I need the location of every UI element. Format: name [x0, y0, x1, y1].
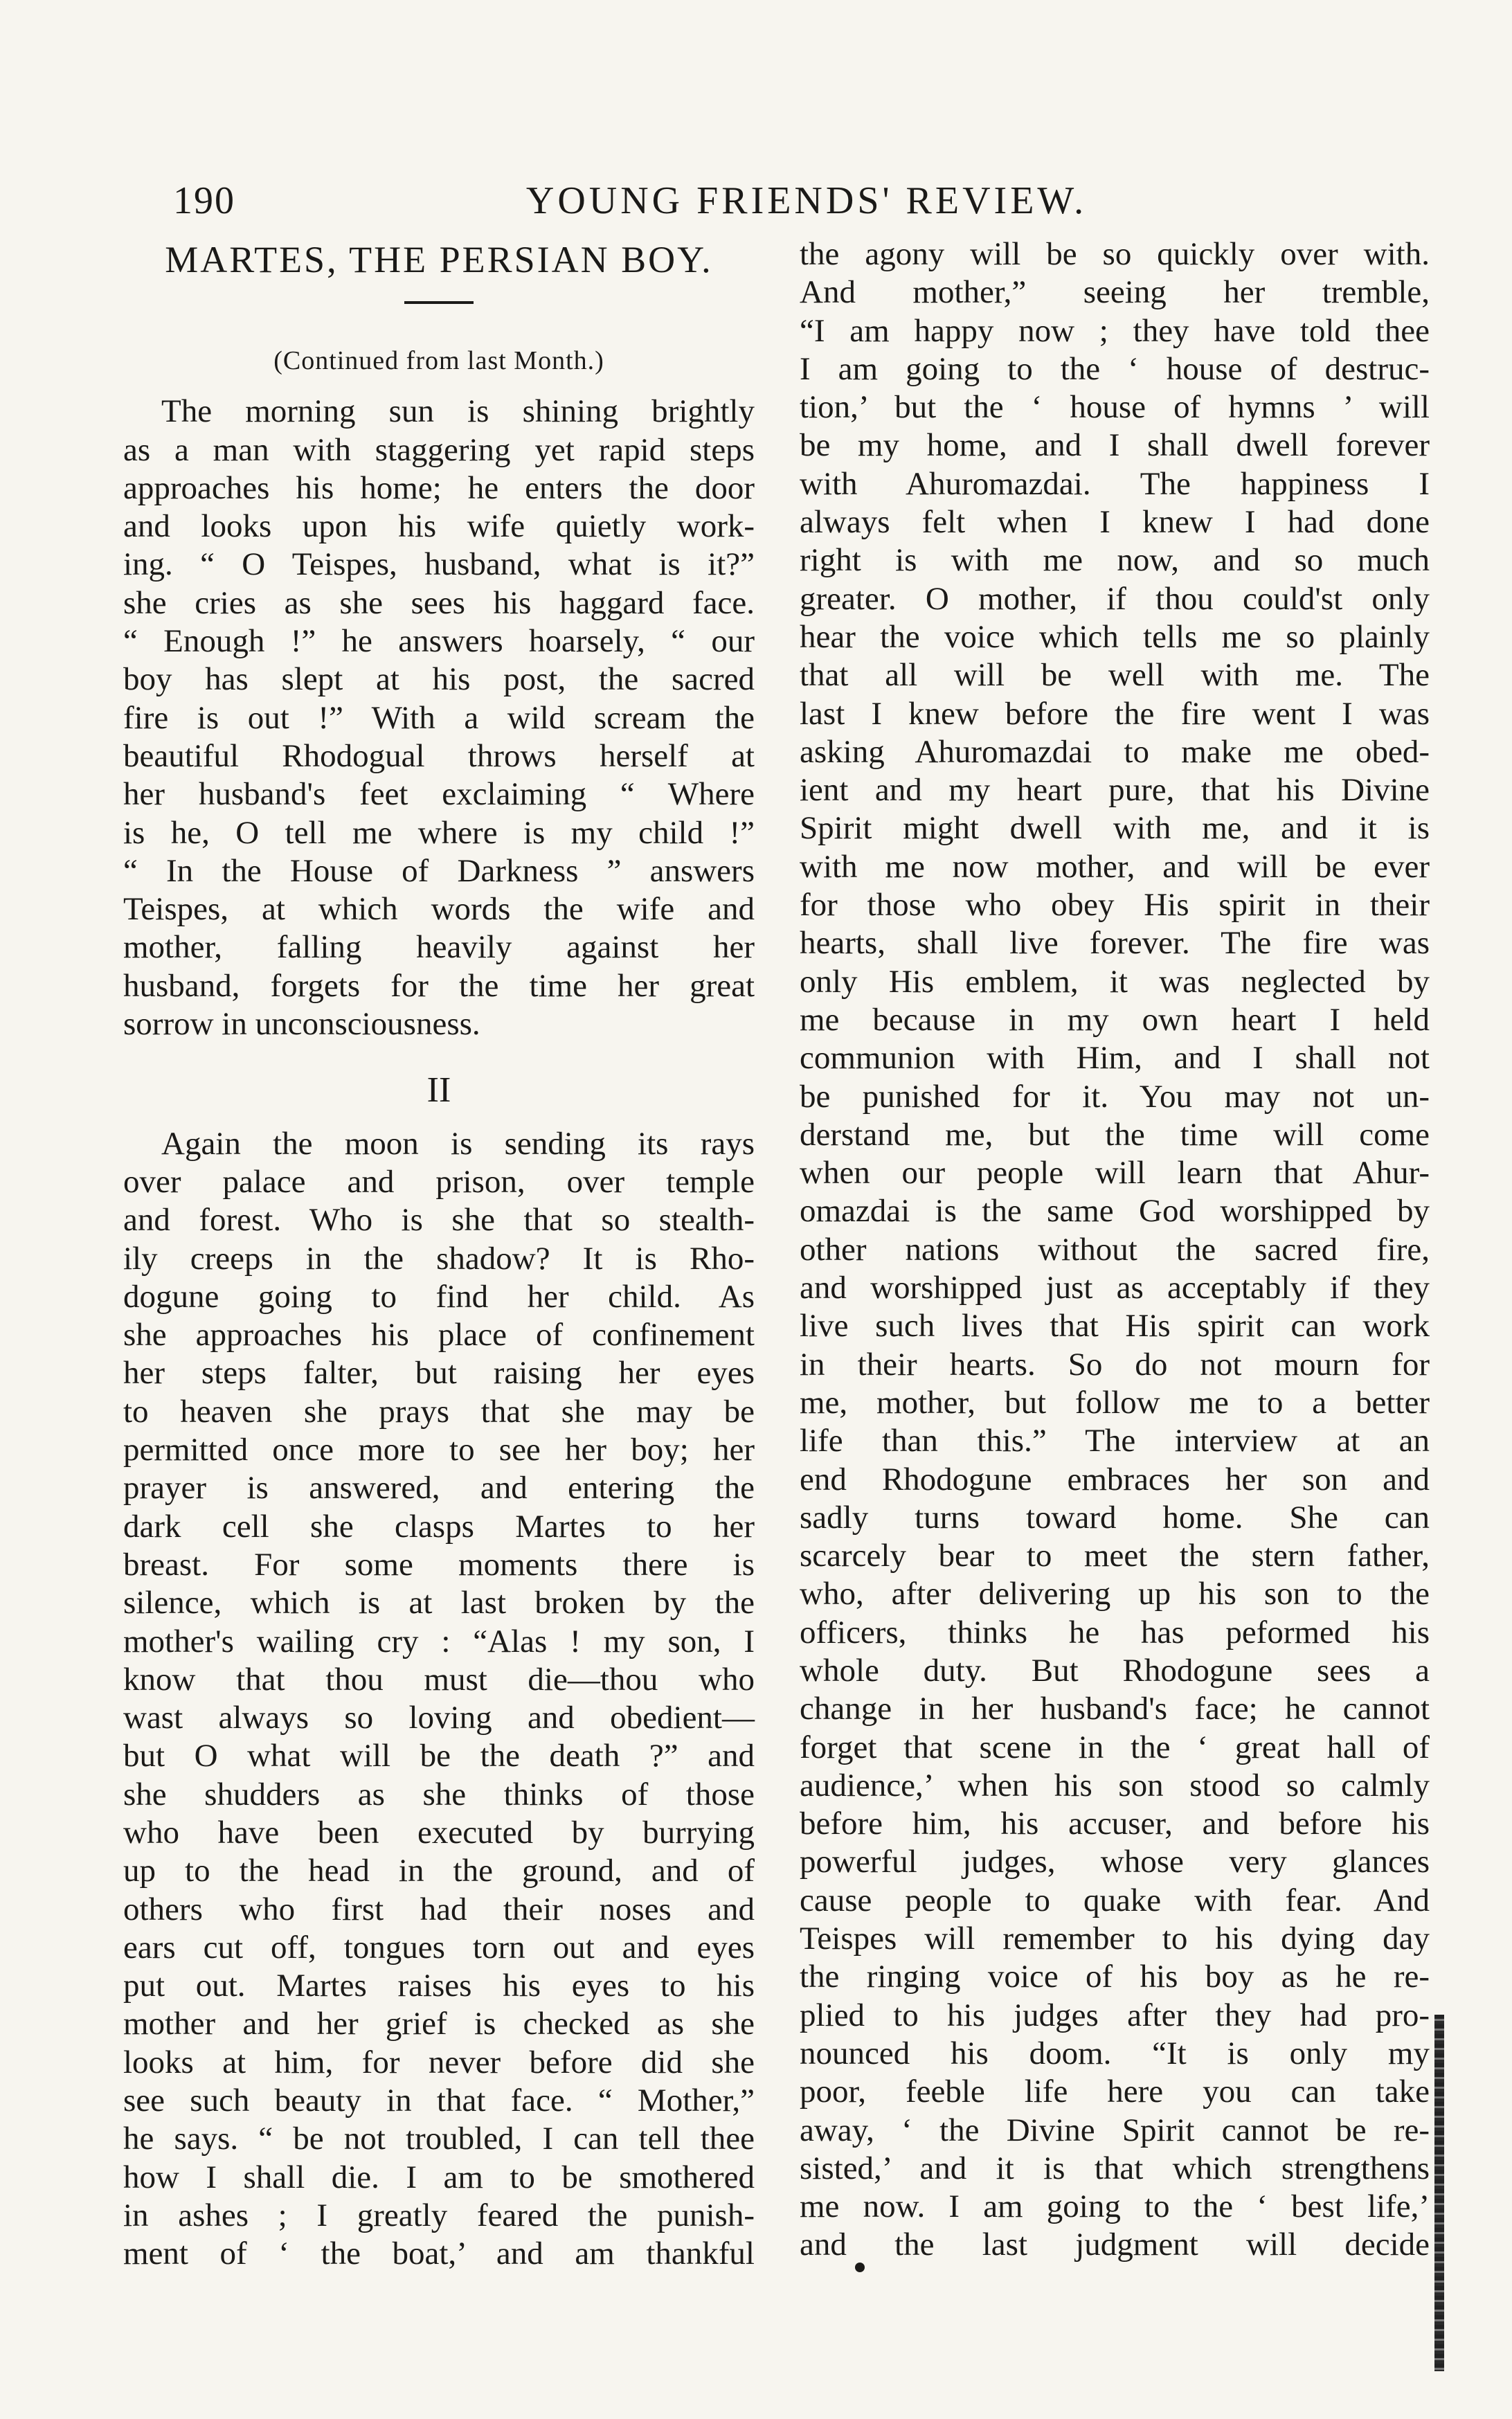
text-line: right is with me now, and so much [800, 542, 1430, 579]
running-title: YOUNG FRIENDS' REVIEW. [525, 179, 1088, 222]
page-number: 190 [173, 179, 235, 222]
text-line: she approaches his place of confinement [123, 1317, 755, 1354]
text-line: looks at him, for never before did she [123, 2044, 755, 2080]
text-line: who have been executed by burrying [123, 1814, 755, 1851]
text-line: mother and her grief is checked as she [123, 2006, 755, 2042]
text-line: last I knew before the fire went I was [800, 695, 1430, 732]
text-line: ment of ‘ the boat,’ and am thankful [123, 2236, 755, 2272]
text-line: that all will be well with me. The [800, 657, 1430, 694]
text-line: as a man with staggering yet rapid steps [123, 431, 755, 468]
text-line: with Ahuromazdai. The happiness I [800, 465, 1430, 502]
text-line: forget that scene in the ‘ great hall of [800, 1729, 1430, 1765]
continued-note: (Continued from last Month.) [273, 346, 604, 375]
text-line: silence, which is at last broken by the [123, 1585, 755, 1621]
text-line: be punished for it. You may not un- [800, 1078, 1430, 1115]
text-line: her husband's feet exclaiming “ Where [123, 776, 755, 813]
text-line: is he, O tell me where is my child !” [123, 814, 755, 851]
text-line: but O what will be the death ?” and [123, 1738, 755, 1774]
text-line: and worshipped just as acceptably if they [800, 1270, 1430, 1306]
text-line: ing. “ O Teispes, husband, what is it?” [123, 546, 755, 583]
text-line: approaches his home; he enters the door [123, 469, 755, 506]
text-line: sorrow in unconsciousness. [123, 1006, 480, 1043]
text-line: plied to his judges after they had pro- [800, 1997, 1430, 2033]
text-line: powerful judges, whose very glances [800, 1844, 1430, 1880]
text-line: husband, forgets for the time her great [123, 967, 755, 1004]
text-line: when our people will learn that Ahur- [800, 1155, 1430, 1191]
text-line: ient and my heart pure, that his Divine [800, 772, 1430, 809]
right-column [800, 235, 1430, 2265]
page-edge-artifact [1434, 2015, 1444, 2371]
text-line: omazdai is the same God worshipped by [800, 1193, 1430, 1230]
text-line: communion with Him, and I shall not [800, 1040, 1430, 1077]
text-line: Teispes, at which words the wife and [123, 891, 755, 928]
text-line: before him, his accuser, and before his [800, 1806, 1430, 1842]
text-line: fire is out !” With a wild scream the [123, 699, 755, 736]
text-line: to heaven she prays that she may be [123, 1393, 755, 1430]
text-line: Again the moon is sending its rays [161, 1125, 755, 1162]
text-line: I am going to the ‘ house of destruc- [800, 350, 1430, 387]
text-line: hearts, shall live forever. The fire was [800, 925, 1430, 962]
text-line: beautiful Rhodogual throws herself at [123, 737, 755, 774]
text-line: sadly turns toward home. She can [800, 1499, 1430, 1536]
text-line: put out. Martes raises his eyes to his [123, 1968, 755, 2004]
text-line: The morning sun is shining brightly [161, 393, 755, 430]
ink-dot [855, 2263, 865, 2272]
text-line: Teispes will remember to his dying day [800, 1921, 1430, 1957]
text-line: with me now mother, and will be ever [800, 848, 1430, 885]
title-rule [404, 301, 474, 304]
text-line: see such beauty in that face. “ Mother,” [123, 2083, 755, 2119]
text-line: how I shall die. I am to be smothered [123, 2159, 755, 2195]
text-line: her steps falter, but raising her eyes [123, 1355, 755, 1392]
paragraph-continued [800, 235, 1430, 2265]
text-line: breast. For some moments there is [123, 1546, 755, 1583]
text-line: over palace and prison, over temple [123, 1163, 755, 1200]
text-line: ears cut off, tongues torn out and eyes [123, 1929, 755, 1966]
text-line: boy has slept at his post, the sacred [123, 661, 755, 698]
text-line: in their hearts. So do not mourn for [800, 1346, 1430, 1383]
left-column [123, 235, 755, 2274]
text-line: officers, thinks he has peformed his [800, 1614, 1430, 1651]
text-line: asking Ahuromazdai to make me obed- [800, 733, 1430, 770]
text-line: scarcely bear to meet the stern father, [800, 1538, 1430, 1574]
text-line: and looks upon his wife quietly work- [123, 508, 755, 545]
text-line: poor, feeble life here you can take [800, 2074, 1430, 2110]
text-line: and the last judgment will decide [800, 2227, 1430, 2263]
text-line: mother's wailing cry : “Alas ! my son, I [123, 1623, 755, 1660]
text-line: the agony will be so quickly over with. [800, 236, 1430, 272]
text-line: change in her husband's face; he cannot [800, 1691, 1430, 1727]
text-line: ily creeps in the shadow? It is Rho- [123, 1240, 755, 1277]
text-line: he says. “ be not troubled, I can tell thee [123, 2121, 755, 2157]
section-heading: II [426, 1070, 451, 1110]
paragraph-2 [123, 1125, 755, 2274]
text-line: whole duty. But Rhodogune sees a [800, 1652, 1430, 1689]
text-line: dogune going to find her child. As [123, 1278, 755, 1315]
text-line: others who first had their noses and [123, 1891, 755, 1927]
text-line: nounced his doom. “It is only my [800, 2035, 1430, 2071]
text-line: dark cell she clasps Martes to her [123, 1508, 755, 1545]
article-title: MARTES, THE PERSIAN BOY. [165, 239, 713, 280]
text-line: derstand me, but the time will come [800, 1116, 1430, 1153]
text-line: “ Enough !” he answers hoarsely, “ our [123, 623, 755, 660]
text-line: up to the head in the ground, and of [123, 1853, 755, 1889]
text-line: me now. I am going to the ‘ best life,’ [800, 2188, 1430, 2225]
text-line: greater. O mother, if thou could'st only [800, 580, 1430, 617]
text-line: the ringing voice of his boy as he re- [800, 1959, 1430, 1995]
text-line: be my home, and I shall dwell forever [800, 427, 1430, 464]
text-line: me because in my own heart I held [800, 1001, 1430, 1038]
text-line: who, after delivering up his son to the [800, 1576, 1430, 1612]
text-line: life than this.” The interview at an [800, 1423, 1430, 1459]
text-line: me, mother, but follow me to a better [800, 1384, 1430, 1421]
text-line: other nations without the sacred fire, [800, 1231, 1430, 1268]
text-line: permitted once more to see her boy; her [123, 1432, 755, 1468]
text-line: hear the voice which tells me so plainly [800, 618, 1430, 655]
text-line: always felt when I knew I had done [800, 504, 1430, 541]
text-line: know that thou must die—thou who [123, 1661, 755, 1698]
text-line: And mother,” seeing her tremble, [800, 274, 1430, 311]
text-line: cause people to quake with fear. And [800, 1882, 1430, 1918]
text-line: end Rhodogune embraces her son and [800, 1461, 1430, 1498]
text-line: she shudders as she thinks of those [123, 1776, 755, 1813]
paragraph-1 [123, 393, 755, 1043]
text-line: and forest. Who is she that so stealth- [123, 1202, 755, 1239]
text-line: prayer is answered, and entering the [123, 1470, 755, 1507]
text-line: live such lives that His spirit can work [800, 1308, 1430, 1345]
text-line: for those who obey His spirit in their [800, 887, 1430, 924]
text-line: mother, falling heavily against her [123, 929, 755, 966]
text-line: in ashes ; I greatly feared the punish- [123, 2197, 755, 2233]
text-line: away, ‘ the Divine Spirit cannot be re- [800, 2112, 1430, 2148]
page-header [173, 179, 1440, 234]
text-line: tion,’ but the ‘ house of hymns ’ will [800, 389, 1430, 426]
text-line: “I am happy now ; they have told thee [800, 312, 1430, 349]
text-line: she cries as she sees his haggard face. [123, 584, 755, 621]
text-line: only His emblem, it was neglected by [800, 963, 1430, 1000]
text-line: wast always so loving and obedient— [123, 1700, 755, 1736]
text-line: audience,’ when his son stood so calmly [800, 1767, 1430, 1804]
text-line: “ In the House of Darkness ” answers [123, 852, 755, 889]
text-line: Spirit might dwell with me, and it is [800, 810, 1430, 847]
text-line: sisted,’ and it is that which strengthens [800, 2150, 1430, 2186]
